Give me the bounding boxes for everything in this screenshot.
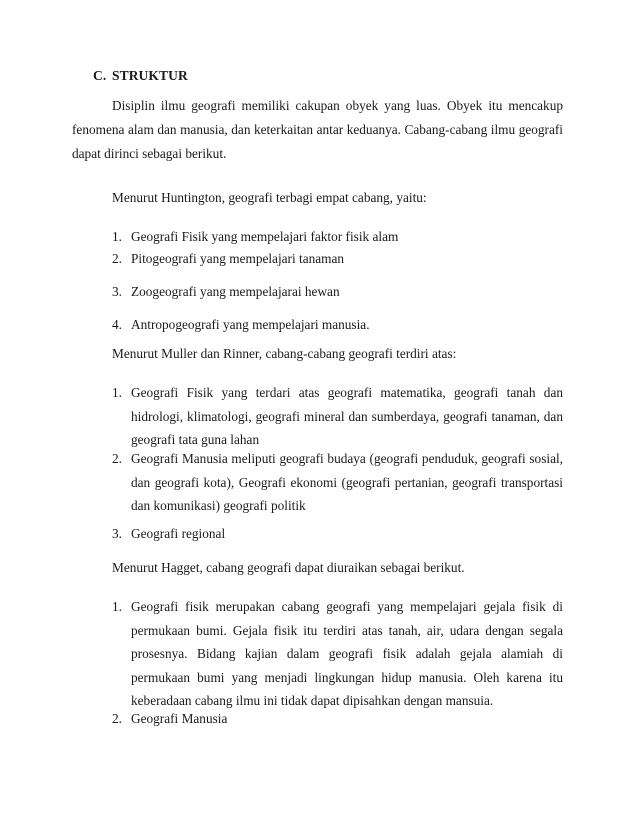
list-text: Antropogeografi yang mempelajari manusia. xyxy=(131,317,370,332)
intro-paragraph: Disiplin ilmu geografi memiliki cakupan obyek yang luas. Obyek itu mencakup fenomena alam dan manusia, dan keterkaitan antar keduanya. Cabang-cabang ilmu geografi dapat dirinci sebagai berikut. xyxy=(72,98,563,161)
list-number: 3. xyxy=(112,526,122,541)
list-item xyxy=(112,247,563,271)
list-item xyxy=(112,381,563,452)
hagget-lead: Menurut Hagget, cabang geografi dapat diuraikan sebagai berikut. xyxy=(112,560,465,575)
list-item xyxy=(112,522,563,546)
list-number: 3. xyxy=(112,284,122,299)
section-heading xyxy=(93,68,188,84)
list-text: Zoogeografi yang mempelajarai hewan xyxy=(131,284,340,299)
list-number: 1. xyxy=(112,229,122,244)
list-item xyxy=(112,707,563,731)
list-item xyxy=(112,280,563,304)
list-number: 1. xyxy=(112,599,122,614)
list-item xyxy=(112,225,563,249)
list-number: 2. xyxy=(112,251,122,266)
list-text: Geografi fisik merupakan cabang geografi yang mempelajari gejala fisik di permukaan bumi. Gejala fisik itu terdiri atas tanah, air, udara dengan segala prosesnya. Bidang kajian dalam geografi fisik adalah gejala alamiah di permukaan bumi yang menjadi lingkungan hidup manusia. Oleh karena itu keberadaan cabang ilmu ini tidak dapat dipisahkan dengan mansuia. xyxy=(131,599,563,708)
section-title: STRUKTUR xyxy=(112,68,188,83)
list-text: Geografi Fisik yang terdari atas geografi matematika, geografi tanah dan hidrologi, klimatologi, geografi mineral dan sumberdaya, geografi tanaman, dan geografi tata guna lahan xyxy=(131,385,563,447)
muller-lead: Menurut Muller dan Rinner, cabang-cabang geografi terdiri atas: xyxy=(112,346,457,361)
list-number: 1. xyxy=(112,385,122,400)
list-number: 2. xyxy=(112,451,122,466)
list-text: Geografi regional xyxy=(131,526,226,541)
list-number: 2. xyxy=(112,711,122,726)
list-text: Geografi Fisik yang mempelajari faktor fisik alam xyxy=(131,229,399,244)
list-item xyxy=(112,447,563,518)
section-letter: C. xyxy=(93,68,107,83)
list-text: Pitogeografi yang mempelajari tanaman xyxy=(131,251,345,266)
huntington-lead: Menurut Huntington, geografi terbagi empat cabang, yaitu: xyxy=(112,190,427,205)
list-number: 4. xyxy=(112,317,122,332)
list-text: Geografi Manusia xyxy=(131,711,228,726)
list-item xyxy=(112,313,563,337)
list-text: Geografi Manusia meliputi geografi budaya (geografi penduduk, geografi sosial, dan geografi kota), Geografi ekonomi (geografi pertanian, geografi transportasi dan komunikasi) geografi politik xyxy=(131,451,563,513)
list-item xyxy=(112,595,563,713)
